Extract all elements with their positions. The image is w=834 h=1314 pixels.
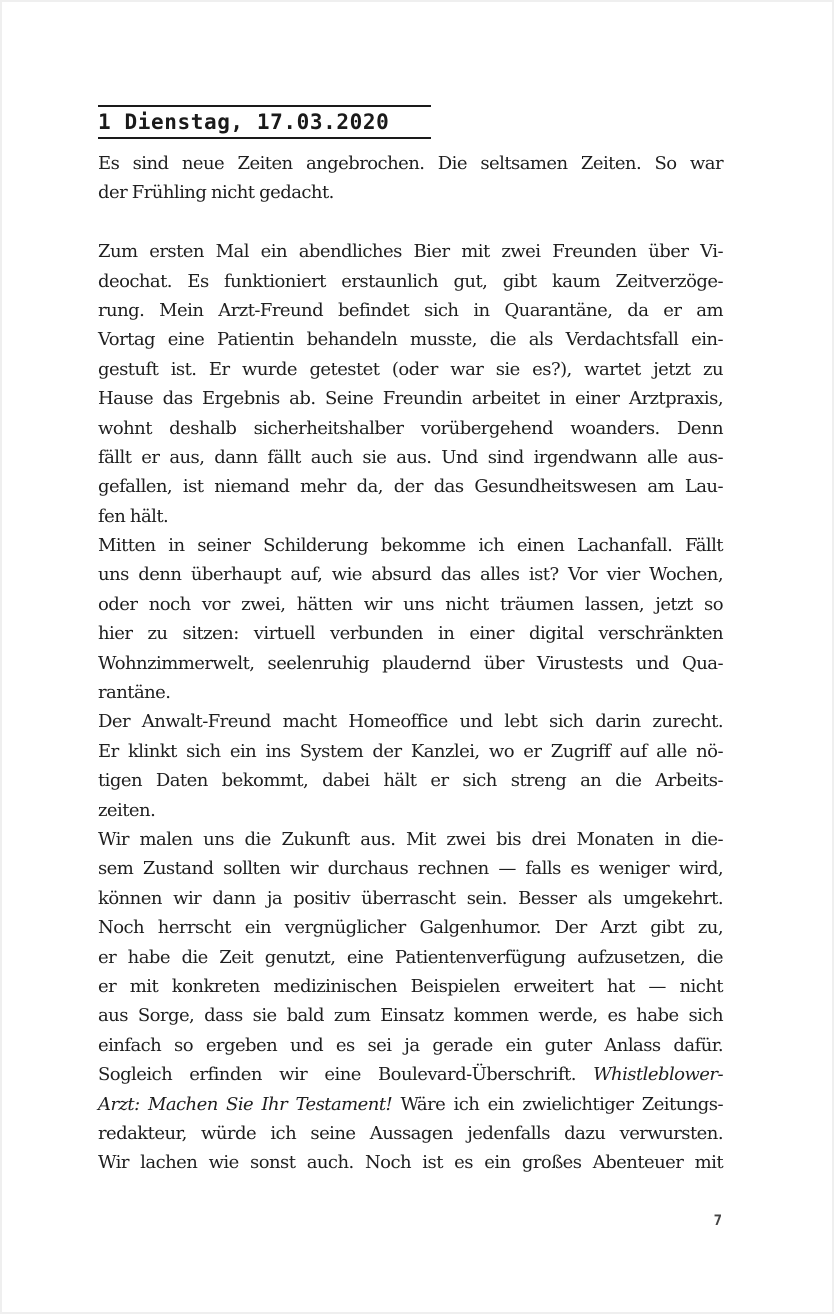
paragraph-spacer (98, 208, 723, 237)
text-line: uns denn überhaupt auf, wie absurd das alles ist? Vor vier Wochen, (98, 564, 723, 586)
text-line: rantäne. (98, 682, 171, 704)
body-text (98, 149, 723, 1178)
text-line: hier zu sitzen: virtuell verbunden in einer digital verschränkten (98, 623, 723, 645)
text-line: Es sind neue Zeiten angebrochen. Die seltsamen Zeiten. So war (98, 153, 723, 174)
chapter-heading: 1 Dienstag, 17.03.2020 (98, 105, 431, 139)
text-line: wohnt deshalb sicherheitshalber vorübergehend woanders. Denn (98, 417, 723, 439)
text-line: oder noch vor zwei, hätten wir uns nicht träumen lassen, jetzt so (98, 593, 723, 615)
text-line: Noch herrscht ein vergnüglicher Galgenhumor. Der Arzt gibt zu, (98, 917, 723, 939)
text-line: Wohnzimmerwelt, seelenruhig plaudernd über Virustests und Qua- (98, 652, 723, 674)
text-line: aus Sorge, dass sie bald zum Einsatz kommen werde, es habe sich (98, 1005, 723, 1027)
text-line: redakteur, würde ich seine Aussagen jedenfalls dazu verwursten. (98, 1122, 723, 1144)
paragraph-1 (98, 149, 723, 208)
text-line: gefallen, ist niemand mehr da, der das Gesundheitswesen am Lau- (98, 476, 723, 498)
text-line: Vortag eine Patientin behandeln musste, die als Verdachtsfall ein- (98, 329, 723, 351)
text-line: Hause das Ergebnis ab. Seine Freundin arbeitet in einer Arztpraxis, (98, 388, 723, 410)
text-line: der Frühling nicht gedacht. (98, 182, 334, 204)
text-line (98, 1090, 723, 1119)
text-line: deochat. Es funktioniert erstaunlich gut, gibt kaum Zeitverzöge- (98, 270, 723, 292)
text-line (98, 1060, 723, 1089)
paragraph-3 (98, 531, 723, 707)
text-line: er mit konkreten medizinischen Beispielen erweitert hat — nicht (98, 975, 723, 997)
text-line: sem Zustand sollten wir durchaus rechnen — falls es weniger wird, (98, 858, 723, 880)
text-roman: Sogleich erfinden wir eine Boulevard-Überschrift. (98, 1064, 594, 1086)
text-line: er habe die Zeit genutzt, eine Patientenverfügung aufzusetzen, die (98, 946, 723, 968)
text-line: Der Anwalt-Freund macht Homeoffice und lebt sich darin zurecht. (98, 711, 723, 733)
text-line: können wir dann ja positiv überrascht sein. Besser als umgekehrt. (98, 887, 723, 909)
text-line: Wir lachen wie sonst auch. Noch ist es ein großes Abenteuer mit (98, 1152, 723, 1174)
text-line: Er klinkt sich ein ins System der Kanzlei, wo er Zugriff auf alle nö- (98, 740, 723, 762)
paragraph-5 (98, 825, 723, 1178)
text-line: fen hält. (98, 505, 169, 527)
text-line: fällt er aus, dann fällt auch sie aus. Und sind irgendwann alle aus- (98, 446, 723, 468)
text-italic-headline: Whistleblower- (593, 1064, 723, 1086)
text-line: tigen Daten bekommt, dabei hält er sich streng an die Arbeits- (98, 770, 723, 792)
text-line: gestuft ist. Er wurde getestet (oder war sie es?), wartet jetzt zu (98, 358, 723, 380)
book-page (2, 2, 832, 1312)
text-line: Wir malen uns die Zukunft aus. Mit zwei bis drei Monaten in die- (98, 828, 723, 850)
page-number: 7 (713, 1213, 722, 1229)
paragraph-2 (98, 237, 723, 531)
text-line: einfach so ergeben und es sei ja gerade ein guter Anlass dafür. (98, 1034, 723, 1056)
text-line: zeiten. (98, 799, 156, 821)
text-roman: Wäre ich ein zwielichtiger Zeitungs- (392, 1093, 723, 1115)
text-italic-headline: Arzt: Machen Sie Ihr Testament! (98, 1093, 393, 1115)
text-line: rung. Mein Arzt-Freund befindet sich in Quarantäne, da er am (98, 299, 723, 321)
text-line: Mitten in seiner Schilderung bekomme ich einen Lachanfall. Fällt (98, 535, 723, 557)
paragraph-4 (98, 707, 723, 825)
text-line: Zum ersten Mal ein abendliches Bier mit zwei Freunden über Vi- (98, 241, 723, 263)
